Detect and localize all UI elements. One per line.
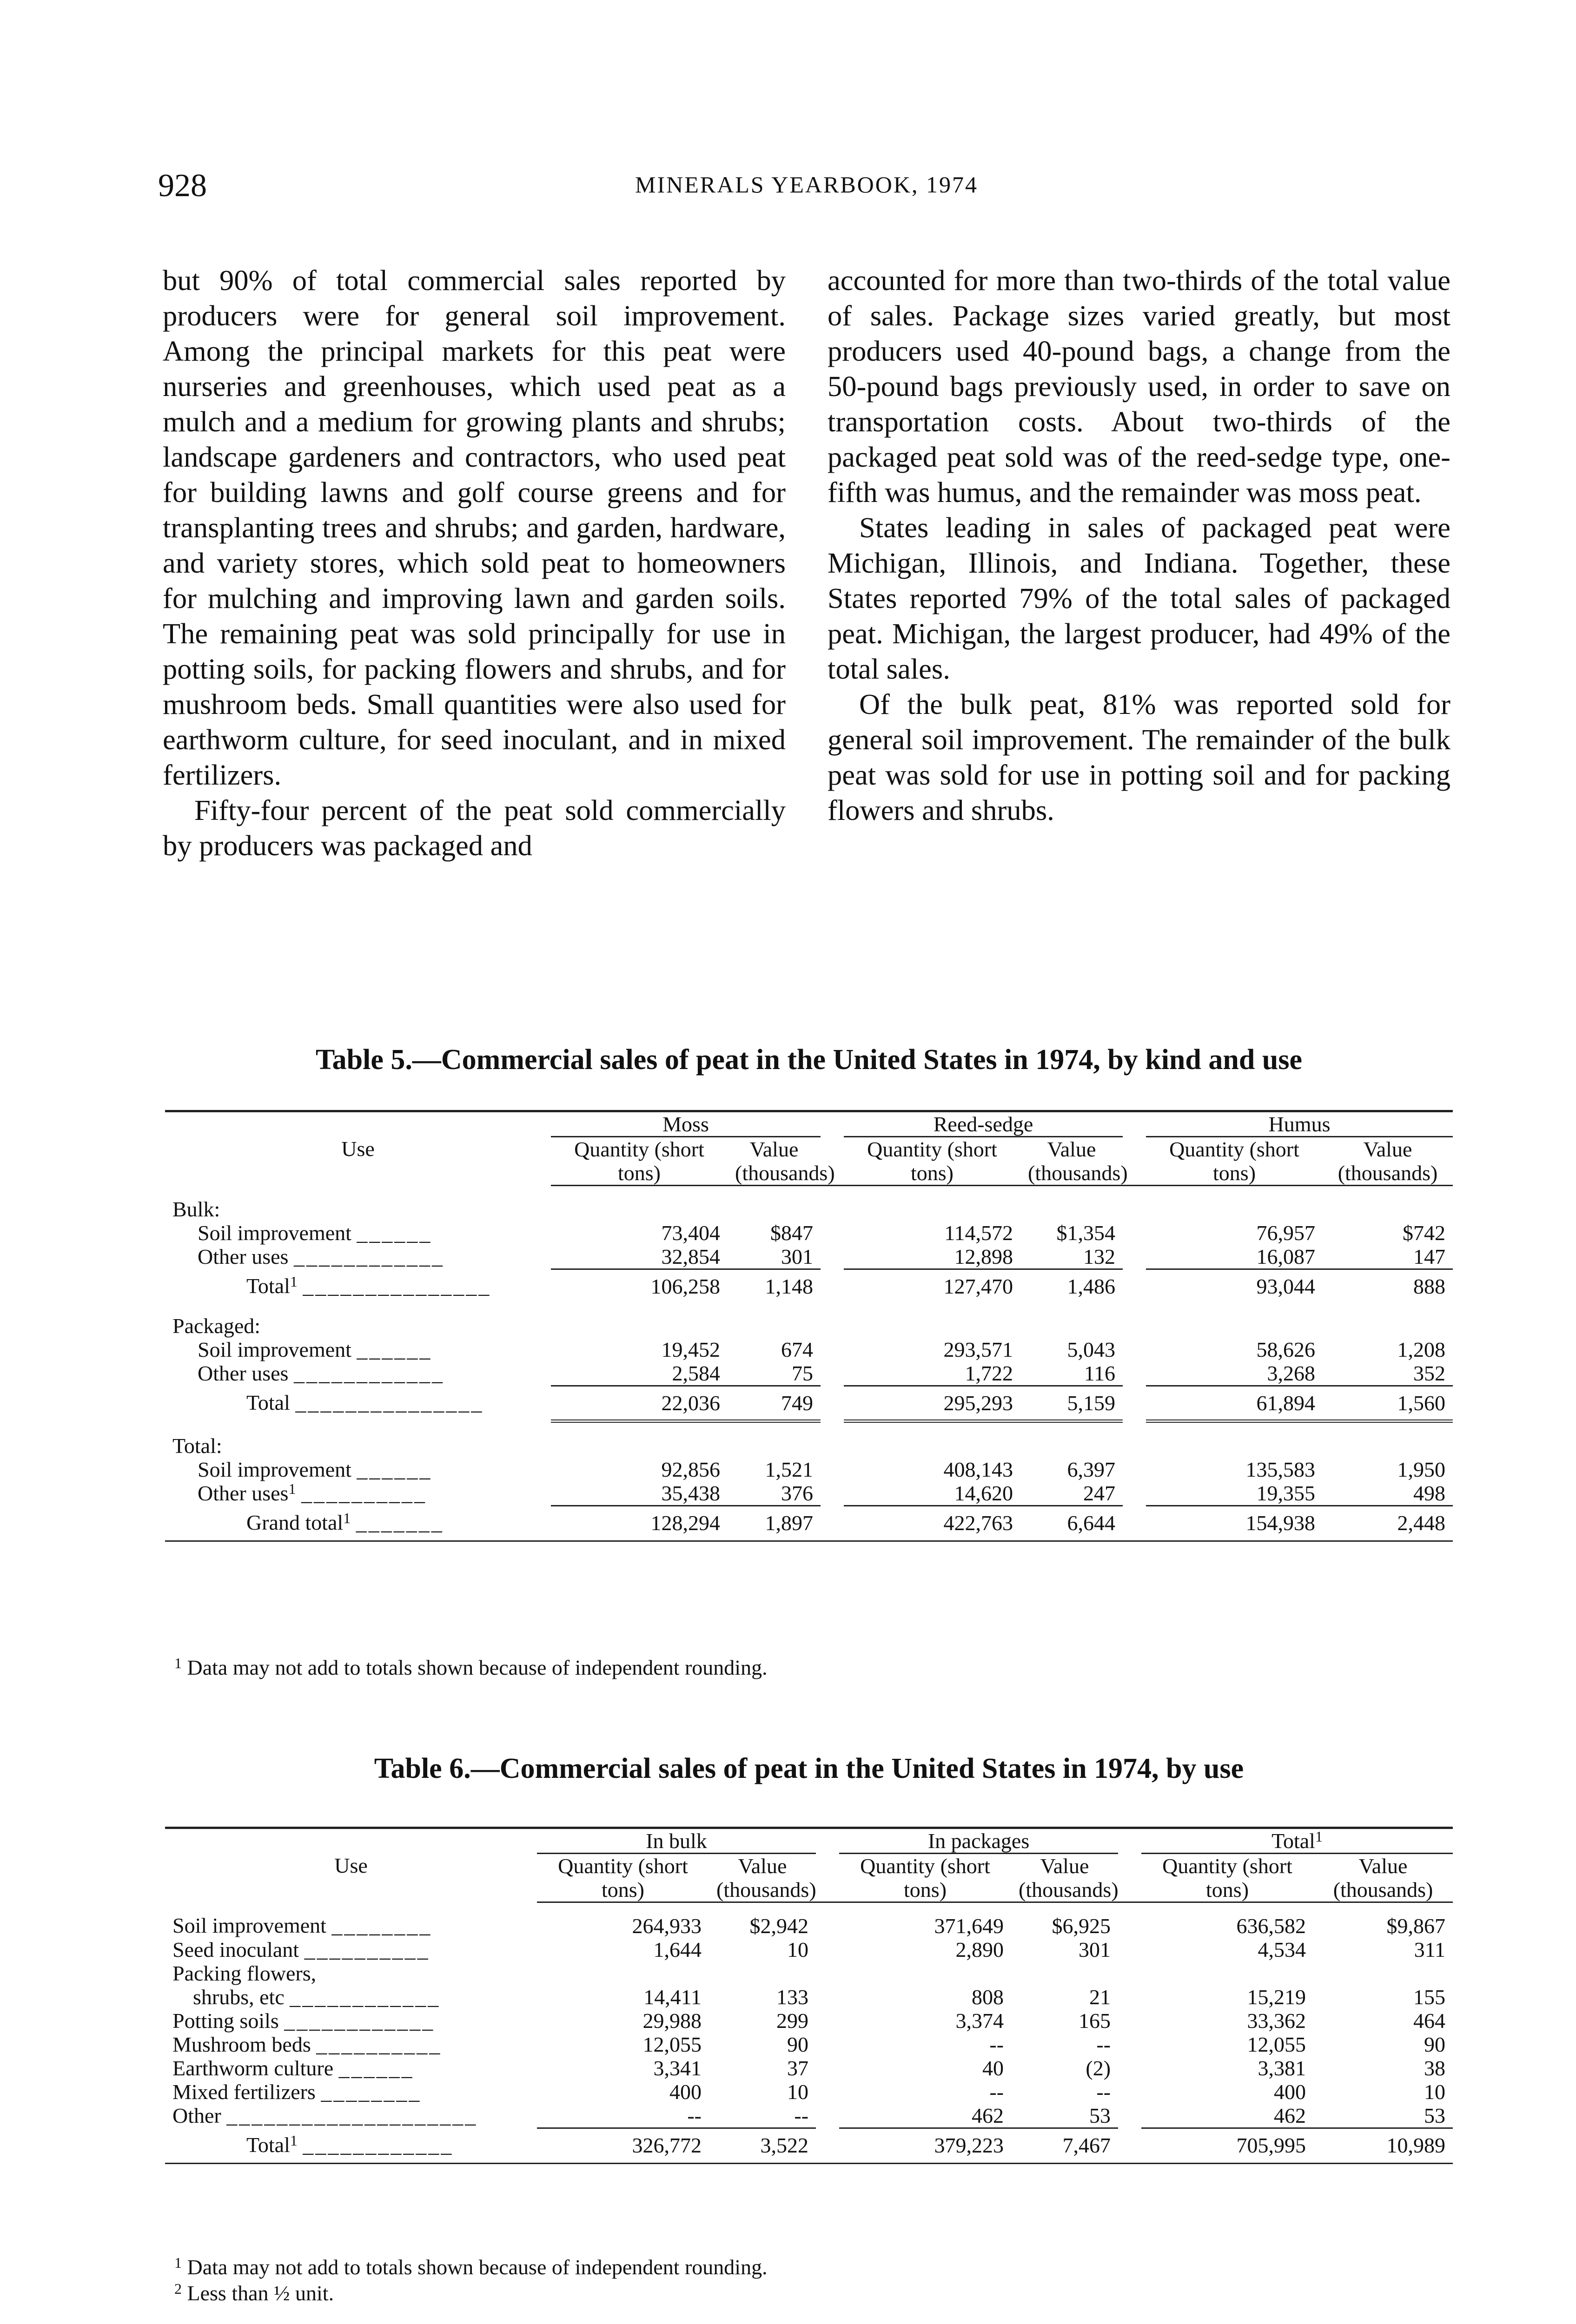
quantity-header: Quantity (short tons): [839, 1854, 1011, 1902]
table-row: Packing flowers,: [172, 1961, 317, 1985]
table5-footnote: $^1$ Data may not add to totals shown because of independent rounding.: [174, 1655, 768, 1679]
value-header: Value (thousands): [1011, 1854, 1118, 1902]
right-column: [828, 263, 1450, 828]
table-row: shrubs, etc ____________ 14,411 133 808 21 15,219 155: [193, 1985, 1446, 2009]
group-header: Moss: [551, 1111, 821, 1137]
page-header: [158, 167, 1455, 218]
quantity-header: Quantity (short tons): [1146, 1137, 1323, 1186]
paragraph: accounted for more than two-thirds of the total value of sales. Package sizes varied greatly, but most producers used 40-pound bags, a change from the 50-pound bags previously used, in order to save on transportation costs. About two-thirds of the packaged peat sold was of the reed-sedge type, one-fifth was humus, and the remainder was moss peat.: [828, 264, 1450, 508]
page-number: 928: [158, 168, 207, 204]
table5-title: Table 5.—Commercial sales of peat in the United States in 1974, by kind and use: [316, 1044, 1302, 1076]
quantity-header: Quantity (short tons): [537, 1854, 709, 1902]
running-title: MINERALS YEARBOOK, 1974: [635, 172, 978, 198]
value-header: Value (thousands): [728, 1137, 821, 1186]
table-row: Seed inoculant __________ 1,644 10 2,890 301 4,534 311: [172, 1938, 1446, 1961]
total-row: Total$^1$ ____________ 326,772 3,522 379,223 7,467 705,995 10,989: [165, 2128, 1453, 2164]
section-label: Total:: [172, 1434, 222, 1458]
value-header: Value (thousands): [709, 1854, 816, 1902]
quantity-header: Quantity (short tons): [551, 1137, 728, 1186]
group-header: In packages: [839, 1828, 1118, 1854]
section-label: Bulk:: [172, 1197, 220, 1221]
quantity-header: Quantity (short tons): [1141, 1854, 1313, 1902]
table6-footnote-1: $^1$ Data may not add to totals shown because of independent rounding.: [174, 2254, 768, 2279]
table-row: Mushroom beds __________ 12,055 90 -- -- 12,055 90: [172, 2033, 1446, 2056]
table-row: Potting soils ____________ 29,988 299 3,374 165 33,362 464: [172, 2009, 1446, 2033]
group-header: In bulk: [537, 1828, 816, 1854]
section-label: Packaged:: [172, 1314, 261, 1338]
table-row: Other uses$^1$ __________ 35,438 376 14,620 247 19,355 498: [198, 1481, 1446, 1505]
grand-total-row: Grand total$^1$ _______ 128,294 1,897 422,763 6,644 154,938 2,448: [165, 1506, 1453, 1541]
table-row: Other uses ____________ 2,584 75 1,722 116 3,268 352: [198, 1361, 1446, 1385]
table-row: Soil improvement ______ 19,452 674 293,571 5,043 58,626 1,208: [198, 1338, 1446, 1361]
table-row: Soil improvement ______ 92,856 1,521 408,143 6,397 135,583 1,950: [198, 1458, 1446, 1481]
table-row: Other ____________________ -- -- 462 53 462 53: [172, 2104, 1446, 2127]
paragraph: States leading in sales of packaged peat were Michigan, Illinois, and Indiana. Together, these States reported 79% of the total sales of packaged peat. Michigan, the largest producer, had 49% of the total sales.: [828, 511, 1450, 685]
use-column-header: Use: [341, 1137, 375, 1161]
subtotal-row: Total$^1$ _______________ 106,258 1,148 127,470 1,486 93,044 888: [165, 1269, 1453, 1303]
table5: [165, 1110, 1453, 1542]
paragraph: but 90% of total commercial sales reported by producers were for general soil improvement. Among the principal markets for this peat were nurseries and greenhouses, which used peat as a mulch and a medium for growing plants and shrubs; landscape gardeners and contractors, who used peat for building lawns and golf course greens and for transplanting trees and shrubs; and garden, hardware, and variety stores, which sold peat to homeowners for mulching and improving lawn and garden soils. The remaining peat was sold principally for use in potting soils, for packing flowers and shrubs, and for mushroom beds. Small quantities were also used for earthworm culture, for seed inoculant, and in mixed fertilizers.: [163, 264, 786, 791]
left-column: [163, 263, 786, 863]
value-header: Value (thousands): [1323, 1137, 1453, 1186]
table6-footnote-2: $^2$ Less than ½ unit.: [174, 2280, 334, 2305]
quantity-header: Quantity (short tons): [844, 1137, 1020, 1186]
table-row: Mixed fertilizers ________ 400 10 -- -- 400 10: [172, 2080, 1446, 2104]
group-header: Reed-sedge: [844, 1111, 1123, 1137]
value-header: Value (thousands): [1020, 1137, 1123, 1186]
table-row: Soil improvement ______ 73,404 $847 114,572 $1,354 76,957 $742: [198, 1221, 1446, 1245]
body-text: [163, 263, 1455, 988]
table6-title: Table 6.—Commercial sales of peat in the United States in 1974, by use: [374, 1753, 1244, 1784]
group-header: Total$^1$: [1141, 1828, 1453, 1854]
table-row: Soil improvement ________ 264,933 $2,942 371,649 $6,925 636,582 $9,867: [172, 1913, 1446, 1938]
table-row: Other uses ____________ 32,854 301 12,898 132 16,087 147: [198, 1245, 1446, 1268]
value-header: Value (thousands): [1313, 1854, 1453, 1902]
use-column-header: Use: [334, 1854, 368, 1878]
subtotal-row: Total _______________ 22,036 749 295,293 5,159 61,894 1,560: [165, 1386, 1453, 1421]
paragraph: Fifty-four percent of the peat sold commercially by producers was packaged and: [163, 794, 786, 862]
table6: [165, 1827, 1453, 2164]
table-row: Earthworm culture ______ 3,341 37 40 (2) 3,381 38: [172, 2056, 1446, 2080]
paragraph: Of the bulk peat, 81% was reported sold for general soil improvement. The remainder of the bulk peat was sold for use in potting soil and for packing flowers and shrubs.: [828, 688, 1450, 826]
group-header: Humus: [1146, 1111, 1453, 1137]
